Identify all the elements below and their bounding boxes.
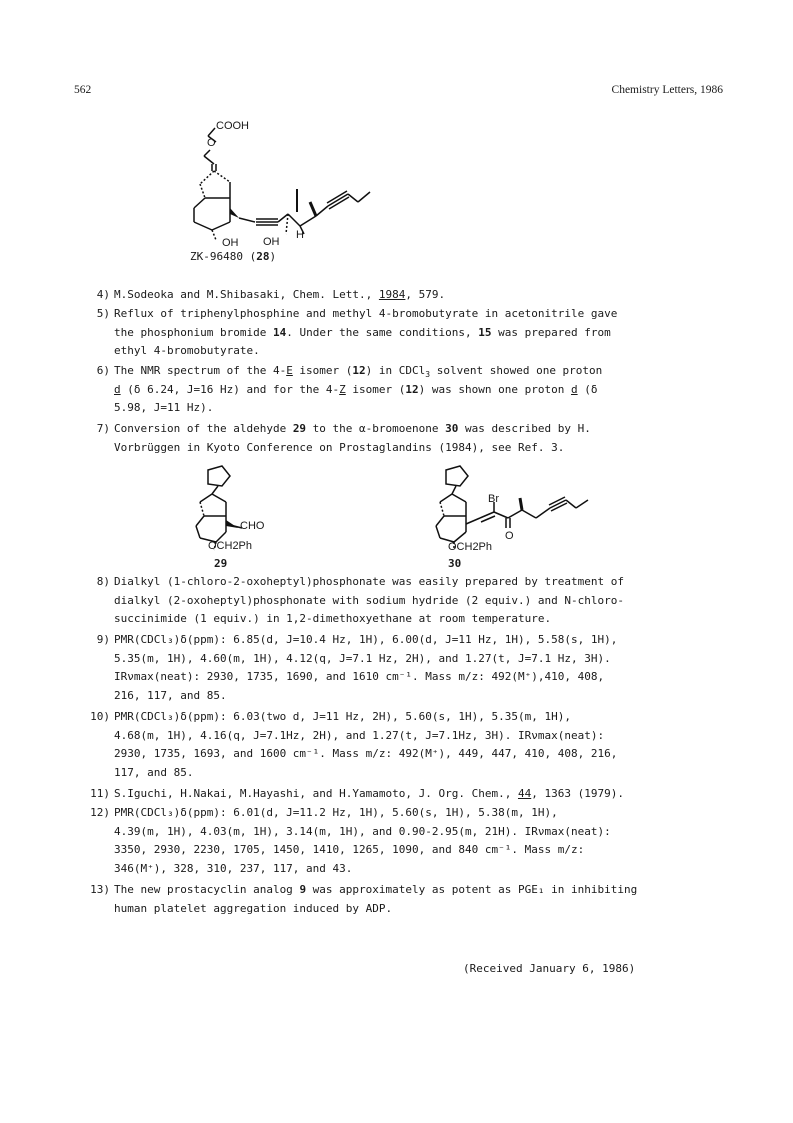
note-7: 7) Conversion of the aldehyde 29 to the α-bromoenone 30 was described by H. Vorbrüggen in Kyoto Conference on Prostaglandins (1984), see Ref. 3. — [96, 422, 591, 454]
note-6: 6) The NMR spectrum of the 4-E isomer (12) in CDCl$_3$ solvent showed one proton d (δ 6.24, J=16 Hz) and for the 4-Z isomer (12) was shown one proton d (δ 5.98, J=11 Hz). — [96, 364, 603, 415]
oh-label-chain: OH — [263, 236, 280, 248]
note-4: 4) M.Sodeoka and M.Shibasaki, Chem. Lett., 1984, 579. — [96, 288, 446, 301]
note-9: 9) PMR(CDCl₃)δ(ppm): 6.85(d, J=10.4 Hz, 1H), 6.00(d, J=11 Hz, 1H), 5.58(s, 1H), 5.35(m, 1H), 4.60(m, 1H), 4.12(q, J=7.1 Hz, 2H), and 1.27(t, J=7.1 Hz, 3H). IRνmax(neat): 2930, 1735, 1690, and 1610 cm⁻¹. Mass m/z: 492(M⁺),410, 408, 216, 117, and 85. — [96, 633, 618, 702]
note-10: 10) PMR(CDCl₃)δ(ppm): 6.03(two d, J=11 Hz, 2H), 5.60(s, 1H), 5.35(m, 1H), 4.68(m, 1H), 4.16(q, J=7.1Hz, 2H), and 1.27(t, J=7.1Hz, 3H). IRνmax(neat): 2930, 1735, 1693, and 1600 cm⁻¹. Mass m/z: 492(M⁺), 449, 447, 410, 408, 216, 117, and 85. — [90, 710, 618, 779]
page-number: 562 — [74, 84, 92, 96]
note-12: 12) PMR(CDCl₃)δ(ppm): 6.01(d, J=11.2 Hz, 1H), 5.60(s, 1H), 5.38(m, 1H), 4.39(m, 1H), 4.03(m, 1H), 3.14(m, 1H), and 0.90-2.95(m, 21H). IRνmax(neat): 3350, 2930, 2230, 1705, 1450, 1410, 1265, 1090, and 840 cm⁻¹. Mass m/z: 346(M⁺), 328, 310, 237, 117, and 43. — [90, 806, 611, 875]
h-label: H — [296, 229, 304, 241]
note-5: 5) Reflux of triphenylphosphine and methyl 4-bromobutyrate in acetonitrile gave the phosphonium bromide 14. Under the same conditions, 15 was prepared from ethyl 4-bromobutyrate. — [96, 307, 618, 358]
br-label: Br — [488, 493, 499, 505]
compound-29-number: 29 — [214, 557, 228, 570]
journal-header: Chemistry Letters, 1986 — [611, 84, 723, 96]
ketone-o-label: O — [505, 530, 514, 542]
ether-o-label: O — [207, 137, 216, 149]
note-8: 8) Dialkyl (1-chloro-2-oxoheptyl)phosphonate was easily prepared by treatment of dialkyl (2-oxoheptyl)phosphonate with sodium hydride (2 equiv.) and N-chloro- succinimide (1 equiv.) in 1,2-dimethoxyethane at room temperature. — [96, 575, 624, 626]
compound-28-caption: ZK-96480 (28) — [190, 250, 277, 263]
oh-label-ring: OH — [222, 237, 239, 249]
received-date: (Received January 6, 1986) — [463, 962, 636, 975]
note-13: 13) The new prostacyclin analog 9 was approximately as potent as PGE₁ in inhibiting human platelet aggregation induced by ADP. — [90, 883, 638, 915]
cooh-label: COOH — [216, 120, 249, 132]
cho-label: CHO — [240, 520, 265, 532]
och2ph-label-29: OCH2Ph — [208, 540, 253, 552]
och2ph-label-30: OCH2Ph — [448, 541, 493, 553]
compound-30-number: 30 — [448, 557, 462, 570]
note-11: 11) S.Iguchi, H.Nakai, M.Hayashi, and H.Yamamoto, J. Org. Chem., 44, 1363 (1979). — [90, 787, 624, 800]
structure-28-diagram — [180, 112, 390, 272]
